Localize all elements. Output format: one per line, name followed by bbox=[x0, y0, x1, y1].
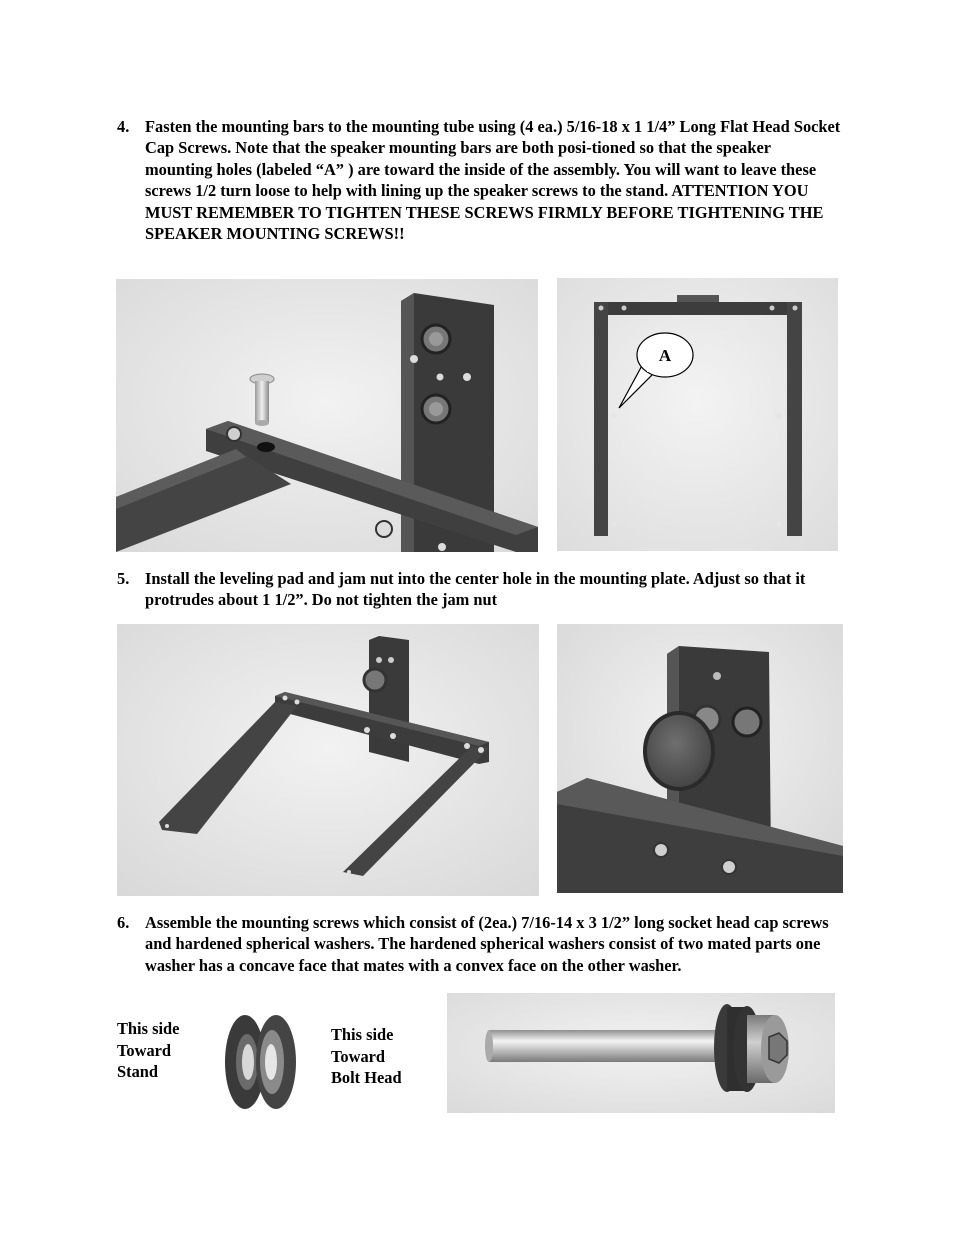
label-stand-side-line-2: Toward bbox=[117, 1040, 172, 1060]
step-5-number: 5. bbox=[117, 569, 130, 588]
figure-bolt-with-washers bbox=[447, 993, 835, 1113]
label-stand-side-line-3: Stand bbox=[117, 1062, 159, 1082]
step-6 bbox=[117, 912, 842, 976]
step-5 bbox=[117, 568, 842, 611]
label-bolt-side-line-1: This side bbox=[331, 1025, 394, 1044]
figure-frame-leveling-pad bbox=[117, 624, 539, 896]
figure-leveling-pad-closeup bbox=[557, 624, 843, 893]
label-bolt-side-line-2: Toward bbox=[331, 1046, 386, 1066]
figure-spherical-washers bbox=[220, 1012, 298, 1112]
figure-front-view-callout bbox=[557, 278, 838, 551]
label-stand-side bbox=[117, 1018, 179, 1083]
step-4-number: 4. bbox=[117, 117, 130, 136]
step-4-text: Fasten the mounting bars to the mounting tube using (4 ea.) 5/16-18 x 1 1/4” Long Flat Head Socket Cap Screws. Note that the speaker mounting bars are both posi-tioned so that the speaker mounting holes (labeled “A” ) are toward the inside of the assembly. You will want to leave these screws 1/2 turn loose to help with lining up the speaker screws to the stand. ATTENTION YOU MUST REMEMBER TO TIGHTEN THESE SCREWS FIRMLY BEFORE TIGHTENING THE SPEAKER MOUNTING SCREWS!! bbox=[145, 117, 841, 244]
step-6-number: 6. bbox=[117, 913, 130, 932]
label-bolt-side bbox=[331, 1024, 402, 1089]
label-bolt-side-line-3: Bolt Head bbox=[331, 1068, 402, 1088]
step-4 bbox=[117, 116, 842, 244]
step-6-text: Assemble the mounting screws which consist of (2ea.) 7/16-14 x 3 1/2” long socket head cap screws and hardened spherical washers. The hardened spherical washers consist of two mated parts one washer has a concave face that mates with a convex face on the other washer. bbox=[145, 913, 829, 975]
figure-screw-into-bar bbox=[116, 279, 538, 552]
callout-label-a: A bbox=[658, 346, 672, 365]
label-stand-side-line-1: This side bbox=[117, 1019, 180, 1038]
step-5-text: Install the leveling pad and jam nut into the center hole in the mounting plate. Adjust so that it protrudes about 1 1/2”. Do not tighten the jam nut bbox=[145, 569, 806, 610]
